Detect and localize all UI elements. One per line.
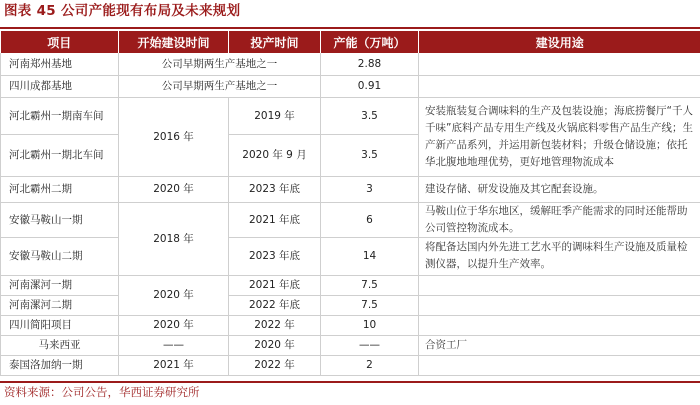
table-row	[1, 355, 700, 375]
cell-production: 2021 年底	[229, 275, 321, 295]
cell-usage	[419, 75, 700, 97]
cell-start: 2020 年	[119, 176, 229, 202]
cell-project: 河南漯河二期	[1, 295, 119, 315]
cell-capacity: 2	[321, 355, 419, 375]
cell-start: 2020 年	[119, 315, 229, 335]
cell-usage	[419, 275, 700, 295]
cell-capacity: 3.5	[321, 134, 419, 176]
table-row	[1, 275, 700, 295]
cell-production: 2022 年	[229, 315, 321, 335]
table-row	[1, 75, 700, 97]
header-start-time: 开始建设时间	[119, 31, 229, 53]
cell-start: 公司早期两生产基地之一	[119, 75, 321, 97]
cell-project: 安徽马鞍山二期	[1, 237, 119, 275]
cell-production: 2020 年 9 月	[229, 134, 321, 176]
cell-project: 河南郑州基地	[1, 53, 119, 75]
cell-capacity: 7.5	[321, 295, 419, 315]
source-note: 资料来源：公司公告，华西证券研究所	[4, 385, 200, 399]
cell-usage: 合资工厂	[419, 335, 700, 355]
table-row	[1, 53, 700, 75]
table-row	[1, 97, 700, 134]
cell-project: 马来西亚	[1, 335, 119, 355]
cell-production: 2023 年底	[229, 237, 321, 275]
header-usage: 建设用途	[419, 31, 700, 53]
capacity-table	[0, 31, 700, 376]
cell-usage	[419, 53, 700, 75]
table-row	[1, 295, 700, 315]
cell-usage: 安装瓶装复合调味料的生产及包装设施；海底捞餐厅“千人千味”底料产品专用生产线及火锅底料零售产品生产线；生产新产品系列，并运用新包装材料；升级仓储设施；依托华北腹地地理优势，更好地管理物流成本	[419, 97, 700, 176]
table-header-row	[1, 31, 700, 53]
figure-title: 图表 45 公司产能现有布局及未来规划	[4, 3, 241, 19]
cell-usage	[419, 315, 700, 335]
cell-capacity: 14	[321, 237, 419, 275]
cell-production: 2021 年底	[229, 202, 321, 237]
cell-production: 2019 年	[229, 97, 321, 134]
cell-start: 2018 年	[119, 202, 229, 275]
cell-production: 2022 年底	[229, 295, 321, 315]
cell-project: 河北霸州一期北车间	[1, 134, 119, 176]
table-row	[1, 202, 700, 237]
cell-start: 公司早期两生产基地之一	[119, 53, 321, 75]
cell-capacity: 10	[321, 315, 419, 335]
cell-project: 河南漯河一期	[1, 275, 119, 295]
header-project: 项目	[1, 31, 119, 53]
cell-capacity: 2.88	[321, 53, 419, 75]
table-row	[1, 335, 700, 355]
cell-usage	[419, 295, 700, 315]
cell-start: 2016 年	[119, 97, 229, 176]
cell-usage: 将配备达国内外先进工艺水平的调味料生产设施及质量检测仪器，以提升生产效率。	[419, 237, 700, 275]
cell-production: 2023 年底	[229, 176, 321, 202]
cell-capacity: 6	[321, 202, 419, 237]
cell-usage: 建设存储、研发设施及其它配套设施。	[419, 176, 700, 202]
cell-capacity: 3.5	[321, 97, 419, 134]
cell-production: 2022 年	[229, 355, 321, 375]
cell-project: 四川简阳项目	[1, 315, 119, 335]
cell-project: 泰国洛加纳一期	[1, 355, 119, 375]
table-row	[1, 315, 700, 335]
header-production-time: 投产时间	[229, 31, 321, 53]
cell-capacity: 7.5	[321, 275, 419, 295]
source-rule	[0, 381, 700, 383]
cell-capacity: 0.91	[321, 75, 419, 97]
cell-usage	[419, 355, 700, 375]
cell-start: 2021 年	[119, 355, 229, 375]
cell-capacity: 3	[321, 176, 419, 202]
cell-project: 四川成都基地	[1, 75, 119, 97]
table-row	[1, 176, 700, 202]
table-row	[1, 237, 700, 275]
cell-production: 2020 年	[229, 335, 321, 355]
cell-project: 河北霸州二期	[1, 176, 119, 202]
cell-capacity: ——	[321, 335, 419, 355]
cell-project: 河北霸州一期南车间	[1, 97, 119, 134]
title-rule	[0, 27, 700, 29]
cell-start: 2020 年	[119, 275, 229, 315]
cell-usage: 马鞍山位于华东地区，缓解旺季产能需求的同时还能帮助公司管控物流成本。	[419, 202, 700, 237]
header-capacity: 产能（万吨）	[321, 31, 419, 53]
cell-start: ——	[119, 335, 229, 355]
cell-project: 安徽马鞍山一期	[1, 202, 119, 237]
